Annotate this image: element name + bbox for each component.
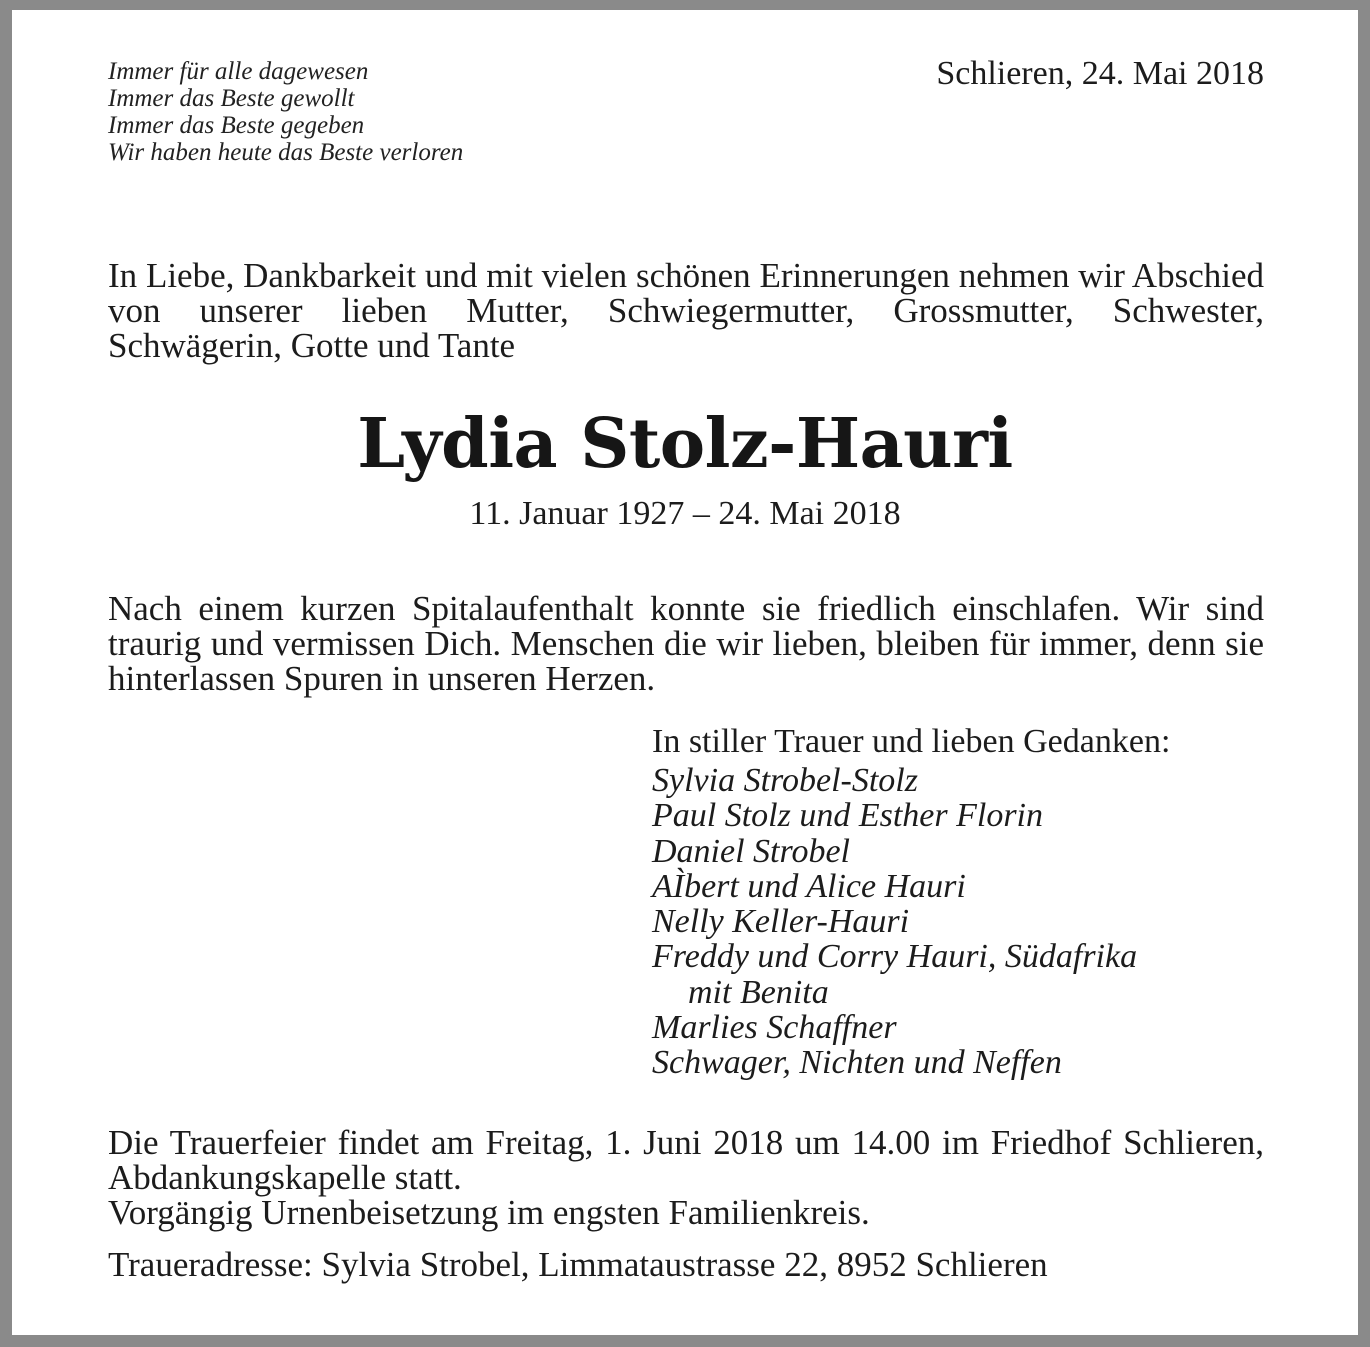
motto-verse [108, 58, 463, 166]
mourners-intro: In stiller Trauer und lieben Gedanken: [652, 723, 1171, 760]
mourner-entry-continuation: mit Benita [688, 973, 829, 1011]
mourner-entry: Sylvia Strobel-Stolz [652, 762, 918, 799]
place-and-date: Schlieren, 24. Mai 2018 [936, 55, 1264, 92]
life-dates: 11. Januar 1927 – 24. Mai 2018 [469, 495, 901, 532]
ceremony-details: Die Trauerfeier findet am Freitag, 1. Juni 2018 um 14.00 im Friedhof Schlieren, Abdankungskapelle statt. [108, 1123, 1264, 1197]
mourner-entry: Marlies Schaffner [652, 1009, 897, 1047]
obituary-notice [12, 10, 1358, 1335]
intro-paragraph: In Liebe, Dankbarkeit und mit vielen schönen Erinnerungen nehmen wir Abschied von unserer lieben Mutter, Schwiegermutter, Grossmutter, Schwester, Schwägerin, Gotte und Tante [108, 256, 1264, 365]
message-paragraph: Nach einem kurzen Spitalaufenthalt konnte sie friedlich einschlafen. Wir sind traurig und vermissen Dich. Menschen die wir lieben, bleiben für immer, denn sie hinterlassen Spuren in unseren Herzen. [108, 589, 1264, 698]
mourner-entry: Schwager, Nichten und Neffen [652, 1044, 1062, 1082]
mourner-entry: Paul Stolz und Esther Florin [652, 797, 1043, 835]
motto-line: Wir haben heute das Beste verloren [108, 139, 464, 166]
ceremony-info [108, 1125, 1264, 1230]
mourning-address: Traueradresse: Sylvia Strobel, Limmataustrasse 22, 8952 Schlieren [108, 1245, 1048, 1284]
deceased-name: Lydia Stolz-Hauri [357, 404, 1013, 484]
mourner-entry: Daniel Strobel [652, 832, 850, 870]
mourners-list [652, 763, 1137, 1081]
urn-burial-note: Vorgängig Urnenbeisetzung im engsten Familienkreis. [108, 1193, 870, 1232]
motto-line: Immer das Beste gegeben [108, 112, 365, 139]
mourner-entry: AÌbert und Alice Hauri [652, 867, 966, 905]
motto-line: Immer das Beste gewollt [108, 85, 355, 112]
motto-line: Immer für alle dagewesen [108, 58, 369, 85]
mourner-entry: Freddy und Corry Hauri, Südafrika [652, 938, 1138, 976]
mourner-entry: Nelly Keller-Hauri [652, 903, 910, 941]
